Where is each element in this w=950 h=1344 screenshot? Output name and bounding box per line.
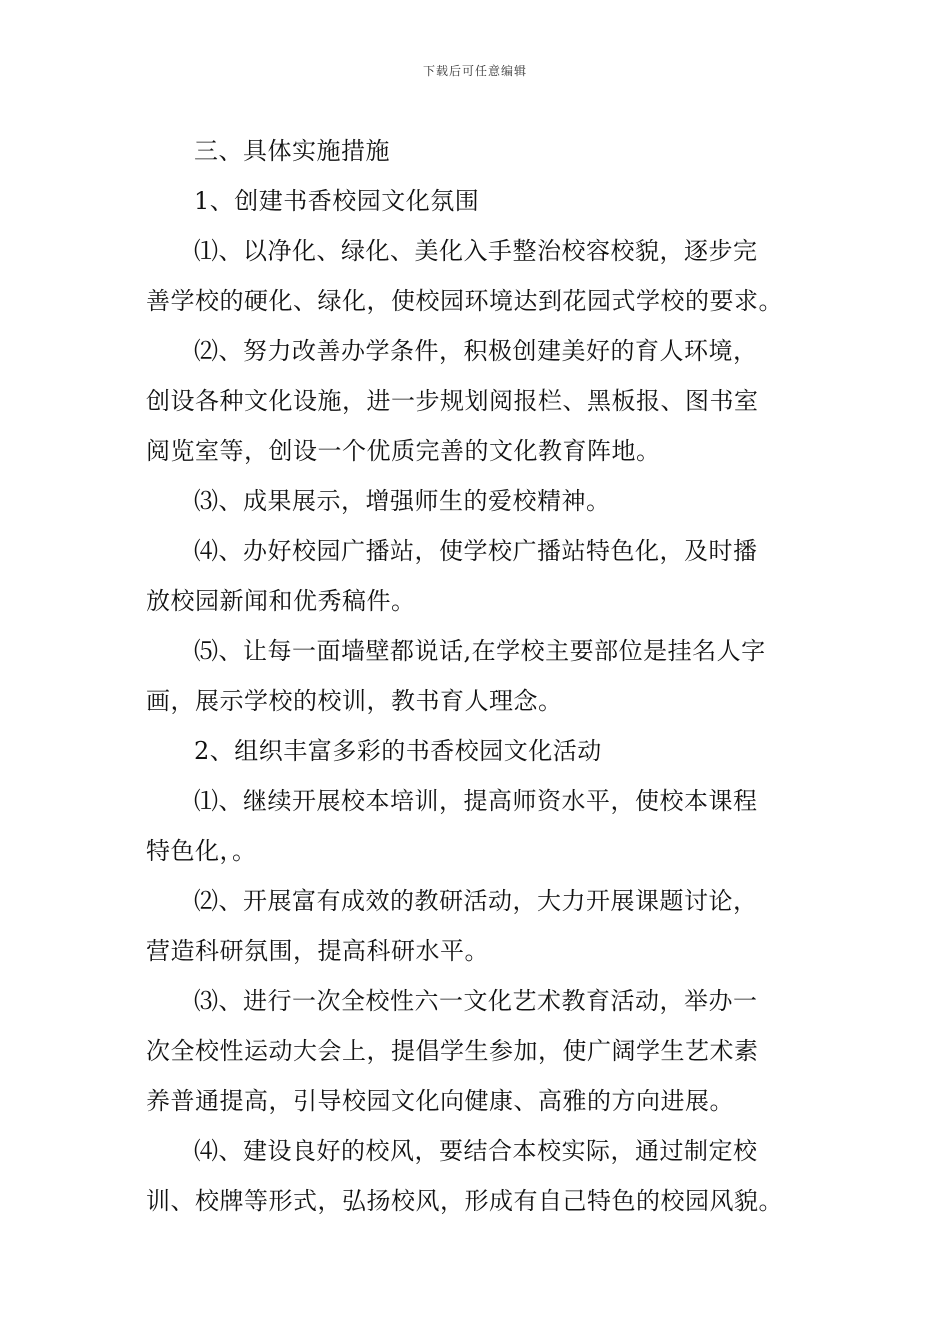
paragraph-line: 养普通提高，引导校园文化向健康、高雅的方向进展。 — [146, 1087, 734, 1115]
subsection-heading: 2、组织丰富多彩的书香校园文化活动 — [194, 737, 602, 765]
paragraph-line: ⑴、以净化、绿化、美化入手整治校容校貌，逐步完 — [194, 237, 758, 265]
paragraph-line: ⑷、办好校园广播站，使学校广播站特色化，及时播 — [194, 537, 758, 565]
section-heading: 三、具体实施措施 — [194, 137, 390, 165]
paragraph-line: 阅览室等，创设一个优质完善的文化教育阵地。 — [146, 437, 661, 465]
paragraph-line: ⑶、成果展示，增强师生的爱校精神。 — [194, 487, 611, 515]
document-body — [146, 126, 811, 1226]
paragraph-line: 画，展示学校的校训，教书育人理念。 — [146, 687, 563, 715]
paragraph-line: 训、校牌等形式，弘扬校风，形成有自己特色的校园风貌。 — [146, 1187, 783, 1215]
paragraph-line: 放校园新闻和优秀稿件。 — [146, 587, 416, 615]
paragraph-line: ⑶、进行一次全校性六一文化艺术教育活动，举办一 — [194, 987, 758, 1015]
paragraph-line: ⑵、开展富有成效的教研活动，大力开展课题讨论， — [194, 887, 758, 915]
paragraph-line: ⑵、努力改善办学条件，积极创建美好的育人环境， — [194, 337, 758, 365]
paragraph-line: ⑸、让每一面墙壁都说话,在学校主要部位是挂名人字 — [194, 637, 766, 665]
paragraph-line: ⑷、建设良好的校风，要结合本校实际，通过制定校 — [194, 1137, 758, 1165]
paragraph-line: 营造科研氛围，提高科研水平。 — [146, 937, 489, 965]
paragraph-line: 善学校的硬化、绿化，使校园环境达到花园式学校的要求。 — [146, 287, 783, 315]
paragraph-line: 创设各种文化设施，进一步规划阅报栏、黑板报、图书室 — [146, 387, 759, 415]
subsection-heading: 1、创建书香校园文化氛围 — [194, 187, 480, 215]
paragraph-line: 次全校性运动大会上，提倡学生参加，使广阔学生艺术素 — [146, 1037, 759, 1065]
paragraph-line: 特色化，。 — [146, 837, 257, 865]
page-header: 下载后可任意编辑 — [422, 64, 527, 78]
paragraph-line: ⑴、继续开展校本培训，提高师资水平，使校本课程 — [194, 787, 758, 815]
